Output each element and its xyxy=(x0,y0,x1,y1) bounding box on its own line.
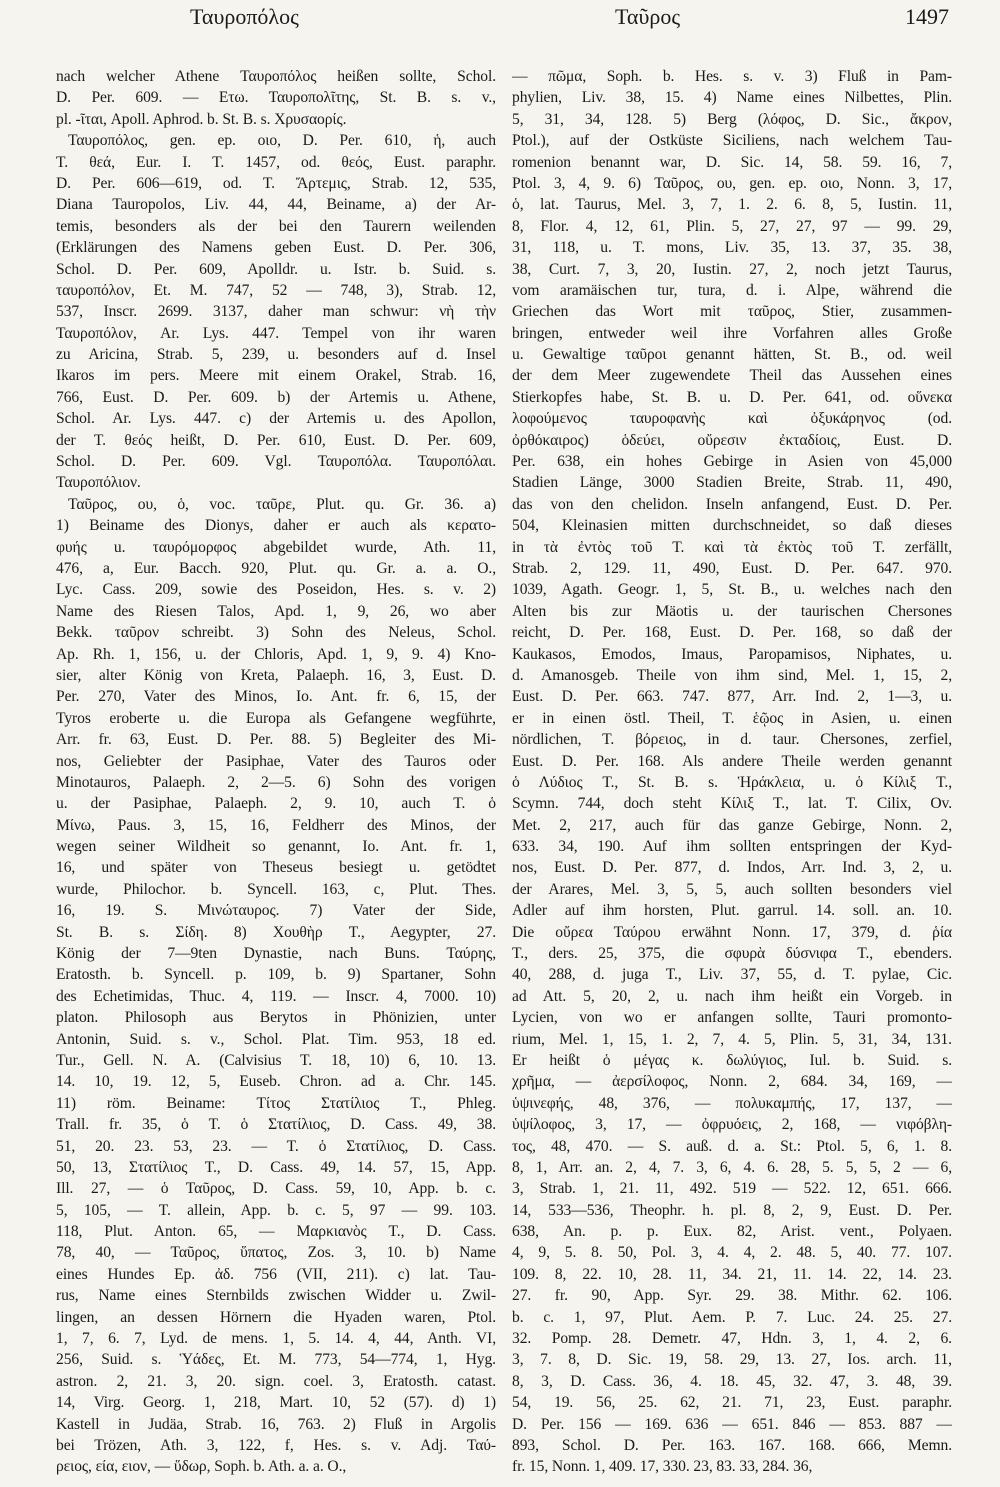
text-line: Schol. D. Per. 609. Vgl. Ταυροπόλα. Ταυροπόλαι. xyxy=(56,453,496,471)
text-line: D. Per. 609. — Ετω. Ταυροπολῖτης, St. B. s. v., xyxy=(56,89,496,107)
text-line: eines Hundes Ep. ἀδ. 756 (VII, 211). c) lat. Tau- xyxy=(56,1265,496,1283)
text-line: ὁ Λύδιος T., St. B. s. Ἡράκλεια, u. ὁ Κίλιξ T., xyxy=(512,773,952,791)
text-line: T., ders. 25, 375, die σφυρὰ δύσνιφα T., ebenders. xyxy=(512,945,952,963)
left-column xyxy=(56,66,496,1478)
text-line: zu Aricina, Strab. 5, 239, u. besonders auf d. Insel xyxy=(56,346,496,364)
text-line: 8, Flor. 4, 12, 61, Plin. 5, 27, 27, 97 — 99. 29, xyxy=(512,217,952,235)
text-line: wegen seiner Wildheit so genannt, Io. Ant. fr. 1, xyxy=(56,838,496,856)
text-line: Schol. D. Per. 609, Apolldr. u. Istr. b. Suid. s. xyxy=(56,260,496,278)
text-line: (Erklärungen des Namens geben Eust. D. Per. 306, xyxy=(56,239,496,257)
text-line: romenion benannt war, D. Sic. 14, 58. 59. 16, 7, xyxy=(512,153,952,171)
text-line: Per. 270, Vater des Minos, Io. Ant. fr. 6, 15, der xyxy=(56,688,496,706)
text-line: 4, 9, 5. 8. 50, Pol. 3, 4. 4, 2. 48. 5, 40. 77. 107. xyxy=(512,1244,952,1262)
text-line: St. B. s. Σίδη. 8) Χουθὴρ T., Aegypter, 27. xyxy=(56,923,496,941)
page-number: 1497 xyxy=(905,4,949,29)
text-line: 504, Kleinasien mitten durchschneidet, so daß dieses xyxy=(512,517,952,535)
text-line: temis, besonders als der bei den Taurern weilenden xyxy=(56,217,496,235)
text-line: bei Trözen, Ath. 3, 122, f, Hes. s. v. Adj. Ταύ- xyxy=(56,1437,496,1454)
text-line: Antonin, Suid. s. v., Schol. Plat. Tim. 953, 18 ed. xyxy=(56,1030,496,1048)
text-line: Alten bis zur Mäotis u. der taurischen Chersones xyxy=(512,602,952,620)
text-line: platon. Philosoph aus Berytos in Phönizien, unter xyxy=(56,1009,496,1027)
text-line: Per. 638, ein hohes Gebirge in Asien von 45,000 xyxy=(512,453,952,471)
text-line: Μίνω, Paus. 3, 15, 16, Feldherr des Minos, der xyxy=(56,816,496,834)
text-line: u. Gewaltige ταῦροι genannt hätten, St. B., od. weil xyxy=(512,346,952,364)
text-line: ρειος, εία, ειον, — ὕδωρ, Soph. b. Ath. a. a. O., xyxy=(56,1458,347,1476)
text-line: Stierkopfes habe, St. B. u. D. Per. 641, od. οὕνεκα xyxy=(512,388,952,406)
text-line: — πῶμα, Soph. b. Hes. s. v. 3) Fluß in Pam- xyxy=(512,68,952,85)
text-line: Name des Riesen Talos, Apd. 1, 9, 26, wo aber xyxy=(56,602,496,620)
text-line: Schol. Ar. Lys. 447. c) der Artemis u. des Apollon, xyxy=(56,410,496,428)
text-line: Ptol.), auf der Ostküste Siciliens, nach welchem Tau- xyxy=(512,132,952,150)
text-line: ταυροπόλον, Et. M. 747, 52 — 748, 3), Strab. 12, xyxy=(56,281,496,299)
text-line: 14. 10, 19. 12, 5, Euseb. Chron. ad a. Chr. 145. xyxy=(56,1073,496,1091)
text-line: 633. 34, 190. Auf ihm sollten entspringen der Kyd- xyxy=(512,838,952,856)
text-line: 256, Suid. s. Ὑάδες, Et. M. 773, 54—774, 1, Hyg. xyxy=(56,1351,496,1369)
text-line: 8, 1, Arr. an. 2, 4, 7. 3, 6, 4. 6. 28, 5. 5, 5, 2 — 6, xyxy=(512,1158,952,1176)
text-line: 3, Strab. 1, 21. 11, 492. 519 — 522. 12, 651. 666. xyxy=(512,1180,952,1198)
text-line: rus, Name eines Sternbilds zwischen Widder u. Zwil- xyxy=(56,1287,496,1305)
entry-headword-line: Ταυροπόλος, gen. ep. οιο, D. Per. 610, ἡ, auch xyxy=(68,132,496,150)
text-line: er in einen östl. Theil, T. ἑῷος in Asien, u. einen xyxy=(512,709,952,727)
text-line: 118, Plut. Anton. 65, — Μαρκιανὸς T., D. Cass. xyxy=(56,1223,496,1241)
text-line: Adler auf ihm horsten, Plut. garrul. 14. soll. an. 10. xyxy=(512,902,952,920)
text-line: 78, 40, — Ταῦρος, ὕπατος, Zos. 3, 10. b) Name xyxy=(56,1244,496,1262)
text-line: ὀρθόκαιρος) ὁδεύει, οὔρεσιν ἐκταδίοις, Eust. D. xyxy=(512,431,952,449)
text-line: lingen, an dessen Hörnern die Hyaden waren, Ptol. xyxy=(56,1308,496,1326)
text-line: ad Att. 5, 20, 2, u. nach ihm heißt ein Vorgeb. in xyxy=(512,987,952,1005)
text-line: Ταυροπόλον, Ar. Lys. 447. Tempel von ihr waren xyxy=(56,324,496,342)
text-line: T. θεά, Eur. I. T. 1457, od. θεός, Eust. paraphr. xyxy=(56,153,496,171)
text-line: astron. 2, 21. 3, 20. sign. coel. 3, Eratosth. catast. xyxy=(56,1372,496,1390)
text-line: nach welcher Athene Ταυροπόλος heißen sollte, Schol. xyxy=(56,68,496,85)
text-line: 38, Curt. 7, 3, 20, Iustin. 27, 2, noch jetzt Taurus, xyxy=(512,260,952,278)
text-line: ὁ, lat. Taurus, Mel. 3, 7, 1. 2. 6. 8, 5, Iustin. 11, xyxy=(512,196,952,214)
text-line: 40, 288, d. juga T., Liv. 37, 55, d. T. pylae, Cic. xyxy=(512,966,952,984)
text-line: nos, Eust. D. Per. 877, d. Indos, Arr. Ind. 3, 2, u. xyxy=(512,859,952,877)
text-line: 11) röm. Beiname: Τίτος Στατίλιος T., Phleg. xyxy=(56,1094,496,1112)
text-line: Ταυροπόλιον. xyxy=(56,474,141,492)
text-line: wurde, Philochor. b. Syncell. 163, c, Plut. Thes. xyxy=(56,880,496,898)
text-line: pl. -ῖται, Apoll. Aphrod. b. St. B. s. Χρυσαορίς. xyxy=(56,110,347,128)
entry-headword-line: Ταῦρος, ου, ὁ, voc. ταῦρε, Plut. qu. Gr. 36. a) xyxy=(68,495,496,513)
text-line: Trall. fr. 35, ὁ T. ὁ Στατίλιος, D. Cass. 49, 38. xyxy=(56,1116,496,1134)
text-line: 8, 3, D. Cass. 36, 4. 18. 45, 32. 47, 3. 48, 39. xyxy=(512,1372,952,1390)
text-line: König der 7—9ten Dynastie, nach Buns. Ταύρης, xyxy=(56,945,496,963)
text-line: Kastell in Judäa, Strab. 16, 763. 2) Fluß in Argolis xyxy=(56,1415,496,1433)
text-line: Tur., Gell. N. A. (Calvisius T. 18, 10) 6, 10. 13. xyxy=(56,1051,496,1069)
text-line: rium, Mel. 1, 15, 1. 2, 7, 4. 5, Plin. 5, 31, 34, 131. xyxy=(512,1030,952,1048)
text-line: D. Per. 156 — 169. 636 — 651. 846 — 853. 887 — xyxy=(512,1415,952,1433)
text-line: 14, Virg. Georg. 1, 218, Mart. 10, 52 (57). d) 1) xyxy=(56,1394,496,1412)
text-line: der T. θεός heißt, D. Per. 610, Eust. D. Per. 609, xyxy=(56,431,496,449)
text-line: Ap. Rh. 1, 156, u. der Chloris, Apd. 1, 9, 9. 4) Kno- xyxy=(56,645,496,663)
text-line: 1) Beiname des Dionys, daher er auch als κερατο- xyxy=(56,517,496,535)
text-line: in τὰ ἐντὸς τοῦ T. καὶ τὰ ἐκτὸς τοῦ T. zerfällt, xyxy=(512,538,952,556)
text-line: 32. Pomp. 28. Demetr. 47, Hdn. 3, 1, 4. 2, 6. xyxy=(512,1330,952,1348)
text-line: phylien, Liv. 38, 15. 4) Name eines Nilbettes, Plin. xyxy=(512,89,952,107)
text-line: 27. fr. 90, App. Syr. 29. 38. Mithr. 62. 106. xyxy=(512,1287,952,1305)
running-head-left: Ταυροπόλος xyxy=(190,4,299,29)
text-line: 5, 105, — T. allein, App. b. c. 5, 97 — 99. 103. xyxy=(56,1201,496,1219)
text-line: Diana Tauropolos, Liv. 44, 44, Beiname, a) der Ar- xyxy=(56,196,496,214)
text-line: Bekk. ταῦρον schreibt. 3) Sohn des Neleus, Schol. xyxy=(56,624,496,642)
text-line: d. Amanosgeb. Theile von ihm sind, Mel. 1, 15, 2, xyxy=(512,666,952,684)
text-line: 766, Eust. D. Per. 609. b) der Artemis u. Athene, xyxy=(56,388,496,406)
text-line: Arr. fr. 63, Eust. D. Per. 88. 5) Begleiter des Mi- xyxy=(56,731,496,749)
text-line: des Echetimidas, Thuc. 4, 119. — Inscr. 4, 7000. 10) xyxy=(56,987,496,1005)
text-line: Lyc. Cass. 209, sowie des Poseidon, Hes. s. v. 2) xyxy=(56,581,496,599)
text-line: 893, Schol. D. Per. 163. 167. 168. 666, Memn. xyxy=(512,1437,952,1454)
text-line: sier, alter König von Kreta, Palaeph. 16, 3, Eust. D. xyxy=(56,666,496,684)
text-line: 537, Inscr. 2699. 3137, daher man schwur: νὴ τὴν xyxy=(56,303,496,321)
text-line: 16, und später von Theseus besiegt u. getödtet xyxy=(56,859,496,877)
text-line: ὑψίλοφος, 3, 17, — ὀφρυόεις, 2, 168, — νιφόβλη- xyxy=(512,1116,952,1134)
text-line: 54, 19. 56, 25. 62, 21. 71, 23, Eust. paraphr. xyxy=(512,1394,952,1412)
text-line: Lycien, von wo er anfangen sollte, Tauri promonto- xyxy=(512,1009,952,1027)
text-line: der dem Meer zugewendete Theil das Aussehen eines xyxy=(512,367,952,385)
text-line: Tyros eroberte u. die Europa als Gefangene wegführte, xyxy=(56,709,496,727)
text-line: φυής u. ταυρόμορφος abgebildet wurde, Ath. 11, xyxy=(56,538,496,556)
text-line: Eust. D. Per. 663. 747. 877, Arr. Ind. 2, 1—3, u. xyxy=(512,688,952,706)
text-line: Ill. 27, — ὁ Ταῦρος, D. Cass. 59, 10, App. b. c. xyxy=(56,1180,496,1198)
text-line: Minotauros, Palaeph. 2, 2—5. 6) Sohn des vorigen xyxy=(56,773,496,791)
text-line: Eratosth. b. Syncell. p. 109, b. 9) Spartaner, Sohn xyxy=(56,966,496,984)
text-line: ὑψινεφής, 48, 376, — πολυκαμπής, 17, 137, — xyxy=(512,1094,952,1112)
text-line: D. Per. 606—619, od. T. Ἄρτεμις, Strab. 12, 535, xyxy=(56,174,496,192)
text-line: Ikaros im pers. Meere mit einem Orakel, Strab. 16, xyxy=(56,367,496,385)
text-line: Met. 2, 217, auch für das ganze Gebirge, Nonn. 2, xyxy=(512,816,952,834)
text-line: 1039, Agath. Geogr. 1, 5, St. B., u. welches nach den xyxy=(512,581,952,599)
text-line: Stadien Länge, 3000 Stadien Breite, Strab. 11, 490, xyxy=(512,474,952,492)
text-line: 14, 533—536, Theophr. h. pl. 8, 2, 9, Eust. D. Per. xyxy=(512,1201,952,1219)
text-line: 1, 7, 6. 7, Lyd. de mens. 1, 5. 14. 4, 44, Anth. VI, xyxy=(56,1330,496,1348)
text-line: 476, a, Eur. Bacch. 920, Plut. qu. Gr. a. a. O., xyxy=(56,559,496,577)
text-line: χρῆμα, — ἀερσίλοφος, Nonn. 2, 684. 34, 169, — xyxy=(512,1073,952,1091)
text-line: 31, 118, u. T. mons, Liv. 35, 13. 37, 35. 38, xyxy=(512,239,952,257)
text-line: Er heißt ὁ μέγας κ. δωλύγιος, Iul. b. Suid. s. xyxy=(512,1051,952,1069)
text-line: Strab. 2, 129. 11, 490, Eust. D. Per. 647. 970. xyxy=(512,559,952,577)
running-head-right: Ταῦρος xyxy=(615,4,681,29)
text-line: das von den chelidon. Inseln anfangend, Eust. D. Per. xyxy=(512,495,952,513)
text-line: 638, An. p. p. Eux. 82, Arist. vent., Polyaen. xyxy=(512,1223,952,1241)
text-line: 109. 8, 22. 10, 28. 11, 34. 21, 11. 14. 22, 14. 23. xyxy=(512,1265,952,1283)
text-line: 16, 19. S. Μινώταυρος. 7) Vater der Side, xyxy=(56,902,496,920)
text-line: Scymn. 744, doch steht Κίλιξ T., lat. T. Cilix, Ov. xyxy=(512,795,952,813)
text-line: 3, 7. 8, D. Sic. 19, 58. 29, 13. 27, Ios. arch. 11, xyxy=(512,1351,952,1369)
text-line: u. der Pasiphae, Palaeph. 2, 9. 10, auch T. ὁ xyxy=(56,795,496,813)
text-line: 50, 13, Στατίλιος T., D. Cass. 49, 14. 57, 15, App. xyxy=(56,1158,496,1176)
text-line: Eust. D. Per. 168. Als andere Theile werden genannt xyxy=(512,752,952,770)
right-column xyxy=(512,66,952,1478)
text-line: vom aramäischen tur, tura, d. i. Alpe, während die xyxy=(512,281,952,299)
text-line: τος, 48, 470. — S. auß. d. a. St.: Ptol. 5, 6, 1. 8. xyxy=(512,1137,952,1155)
text-line: 51, 20. 23. 53, 23. — T. ὁ Στατίλιος, D. Cass. xyxy=(56,1137,496,1155)
text-line: bringen, entweder weil ihre Vorfahren alles Große xyxy=(512,324,952,342)
text-line: 5, 31, 34, 128. 5) Berg (λόφος, D. Sic., ἄκρον, xyxy=(512,110,952,128)
text-line: fr. 15, Nonn. 1, 409. 17, 330. 23, 83. 33, 284. 36, xyxy=(512,1458,813,1476)
text-line: Kaukasos, Emodos, Imaus, Paropamisos, Niphates, u. xyxy=(512,645,952,663)
text-line: nos, Geliebter der Pasiphae, Vater des Tauros oder xyxy=(56,752,496,770)
text-line: Die οὔρεα Ταύρου erwähnt Nonn. 17, 379, d. ῥία xyxy=(512,923,952,941)
text-line: Ptol. 3, 4, 9. 6) Ταῦρος, ου, gen. ep. οιο, Nonn. 3, 17, xyxy=(512,174,952,192)
text-line: Griechen das Wort mit ταῦρος, Stier, zusammen- xyxy=(512,303,952,321)
text-line: nördlichen, T. βόρειος, in d. taur. Chersones, zerfiel, xyxy=(512,731,952,749)
text-line: b. c. 1, 97, Plut. Aem. P. 7. Luc. 24. 25. 27. xyxy=(512,1308,952,1326)
text-line: reicht, D. Per. 168, Eust. D. Per. 168, so daß der xyxy=(512,624,952,642)
text-line: der Arares, Mel. 3, 5, 5, auch sollten besonders viel xyxy=(512,880,952,898)
text-line: λοφούμενος ταυροφανὴς καὶ ὀξυκάρηνος (od. xyxy=(512,410,952,428)
